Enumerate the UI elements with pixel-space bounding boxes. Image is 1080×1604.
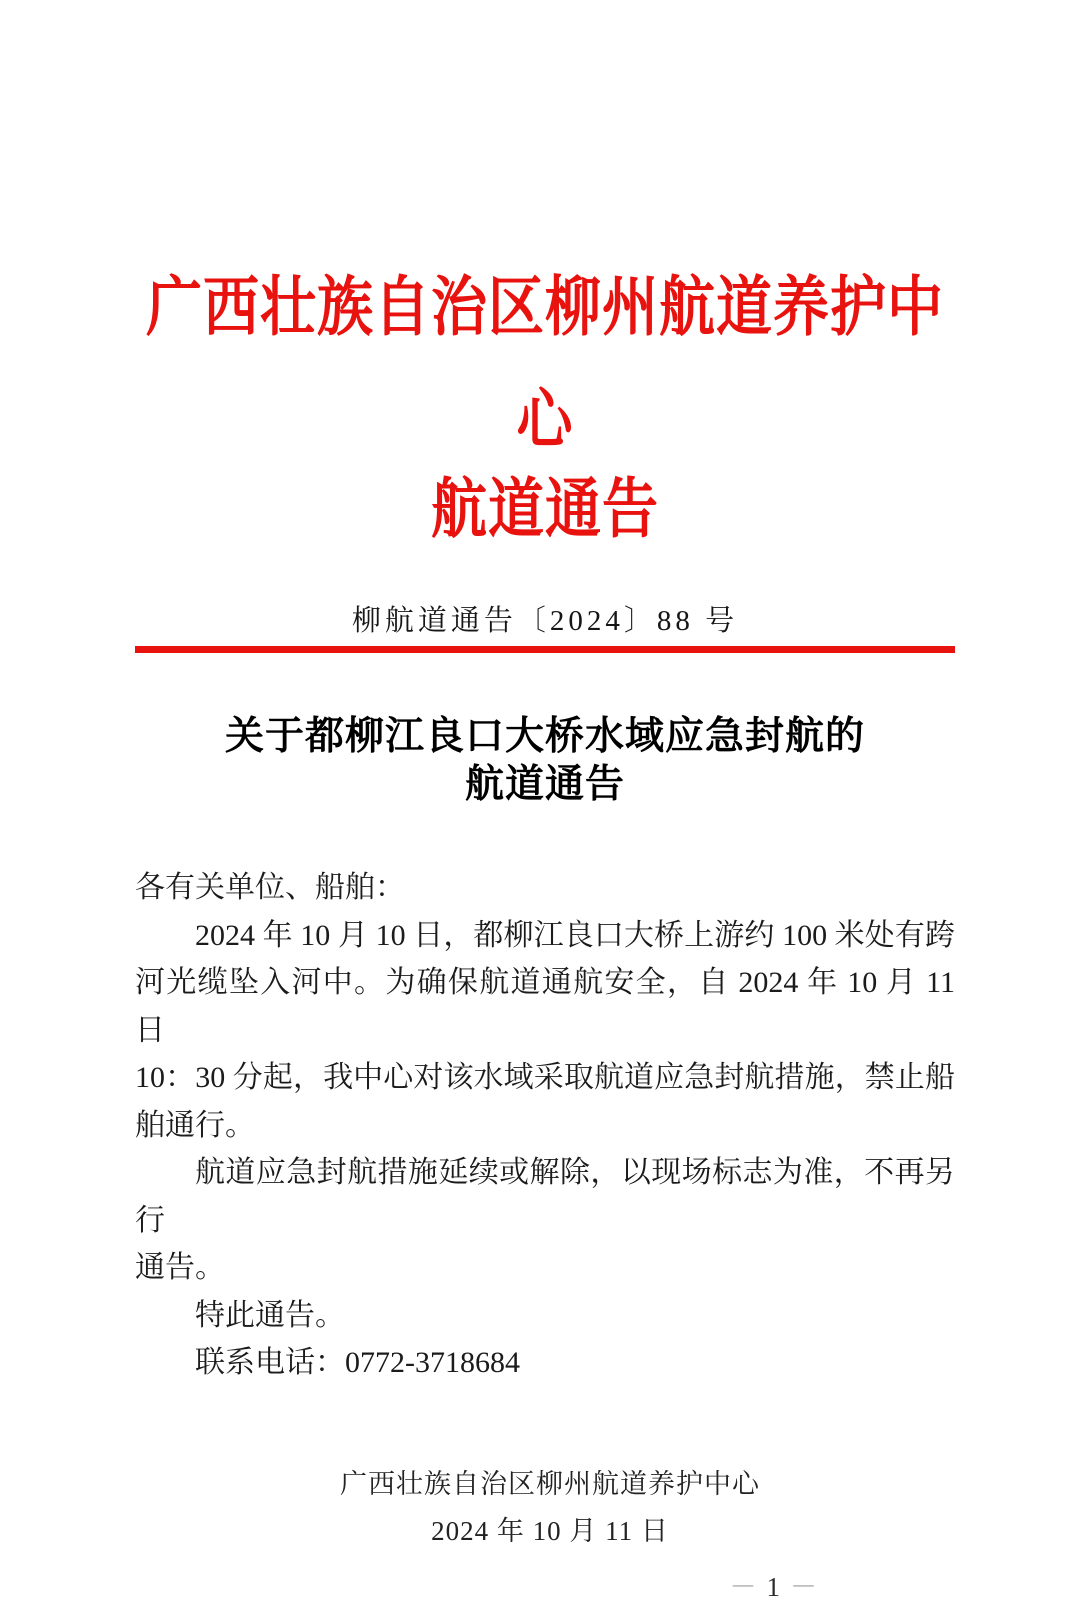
red-divider-line (135, 646, 955, 653)
doc-number: 柳航道通告〔2024〕88 号 (351, 605, 739, 637)
body-line: 通告。 (135, 1251, 225, 1284)
notice-body (135, 864, 955, 1387)
notice-title (135, 713, 955, 809)
page-number-dash-left: － (729, 1571, 759, 1602)
signature-date: 2024 年 10 月 11 日 (431, 1515, 669, 1546)
org-title-line1: 广西壮族自治区柳州航道养护中心 (146, 272, 944, 457)
body-line: 2024 年 10 月 10 日，都柳江良口大桥上游约 100 米处有跨 (195, 918, 955, 952)
body-line: 航道应急封航措施延续或解除，以现场标志为准，不再另行 (135, 1156, 955, 1237)
page-number-value: 1 (766, 1571, 782, 1602)
org-title-line2: 航道通告 (431, 473, 659, 546)
signature-block (340, 1461, 760, 1555)
page-number-dash-right: － (790, 1571, 819, 1602)
org-title (135, 0, 955, 559)
signature-org: 广西壮族自治区柳州航道养护中心 (340, 1468, 760, 1499)
body-line: 河光缆坠入河中。为确保航道通航安全，自 2024 年 10 月 11 日 (135, 966, 955, 1047)
body-line: 各有关单位、船舶： (135, 871, 405, 904)
body-line: 10：30 分起，我中心对该水域采取航道应急封航措施，禁止船 (135, 1061, 955, 1094)
body-line: 舶通行。 (135, 1108, 255, 1142)
page-number (135, 1565, 955, 1604)
notice-title-line1: 关于都柳江良口大桥水域应急封航的 (224, 715, 865, 758)
body-line: 联系电话：0772-3718684 (195, 1346, 520, 1379)
notice-title-line2: 航道通告 (464, 763, 625, 806)
body-line: 特此通告。 (195, 1298, 345, 1332)
